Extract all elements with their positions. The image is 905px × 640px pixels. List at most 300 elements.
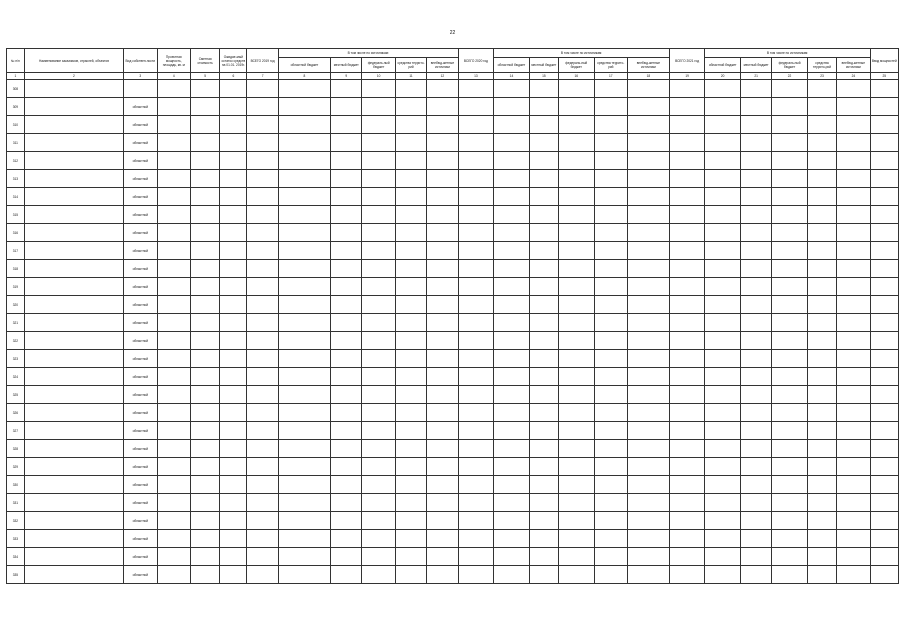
cell-tr21 [807, 188, 836, 206]
cell-f20 [558, 170, 594, 188]
cell-r19 [278, 296, 330, 314]
table-row [7, 224, 899, 242]
cell-own: областной [124, 278, 157, 296]
cell-r21 [705, 350, 741, 368]
cell-o19 [427, 566, 458, 584]
cell-r19 [278, 530, 330, 548]
cell-year [870, 278, 898, 296]
table-row [7, 386, 899, 404]
cell-f20 [558, 116, 594, 134]
cell-o19 [427, 440, 458, 458]
cell-f19 [362, 224, 395, 242]
cell-r20 [494, 134, 530, 152]
cell-f21 [772, 134, 808, 152]
cell-l21 [740, 116, 771, 134]
cell-tr21 [807, 404, 836, 422]
cell-year [870, 242, 898, 260]
cell-rem [220, 188, 247, 206]
cell-tr21 [807, 80, 836, 98]
cell-t19 [247, 422, 278, 440]
cell-o19 [427, 170, 458, 188]
cell-no: 325 [7, 386, 25, 404]
column-number: 18 [627, 73, 669, 80]
cell-t21 [669, 332, 705, 350]
cell-o20 [627, 566, 669, 584]
column-number: 2 [24, 73, 123, 80]
cell-l19 [331, 242, 362, 260]
column-number: 5 [191, 73, 220, 80]
cell-o19 [427, 494, 458, 512]
column-number: 23 [807, 73, 836, 80]
cell-o20 [627, 386, 669, 404]
cell-tr19 [395, 296, 426, 314]
cell-l19 [331, 170, 362, 188]
cell-tr20 [594, 80, 627, 98]
cell-tr20 [594, 170, 627, 188]
cell-o19 [427, 512, 458, 530]
cell-f19 [362, 530, 395, 548]
cell-o21 [837, 476, 870, 494]
header-offbudget-2019: внебюд-жетные источники [427, 58, 458, 73]
cell-f21 [772, 98, 808, 116]
cell-f20 [558, 512, 594, 530]
cell-tr20 [594, 386, 627, 404]
cell-cap [157, 386, 190, 404]
cell-no: 321 [7, 314, 25, 332]
cell-cost [191, 512, 220, 530]
cell-r19 [278, 332, 330, 350]
cell-no: 311 [7, 134, 25, 152]
cell-t20 [458, 530, 494, 548]
cell-year [870, 80, 898, 98]
cell-o21 [837, 98, 870, 116]
cell-own: областной [124, 116, 157, 134]
cell-f19 [362, 242, 395, 260]
cell-o19 [427, 368, 458, 386]
cell-no: 322 [7, 332, 25, 350]
cell-o20 [627, 170, 669, 188]
cell-l21 [740, 404, 771, 422]
cell-tr19 [395, 314, 426, 332]
cell-rem [220, 368, 247, 386]
cell-o20 [627, 512, 669, 530]
column-number: 14 [494, 73, 530, 80]
cell-t20 [458, 206, 494, 224]
cell-tr21 [807, 98, 836, 116]
cell-f19 [362, 512, 395, 530]
cell-l21 [740, 422, 771, 440]
cell-l19 [331, 530, 362, 548]
cell-r19 [278, 476, 330, 494]
cell-r21 [705, 566, 741, 584]
cell-t19 [247, 458, 278, 476]
cell-f20 [558, 566, 594, 584]
cell-r19 [278, 170, 330, 188]
cell-cost [191, 116, 220, 134]
cell-name [24, 224, 123, 242]
header-territory-2021: средства террито-рий [807, 58, 836, 73]
cell-t20 [458, 548, 494, 566]
cell-tr20 [594, 188, 627, 206]
table-row [7, 278, 899, 296]
cell-cap [157, 278, 190, 296]
cell-cap [157, 332, 190, 350]
cell-f19 [362, 80, 395, 98]
cell-cost [191, 98, 220, 116]
cell-tr21 [807, 260, 836, 278]
cell-year [870, 386, 898, 404]
cell-f21 [772, 386, 808, 404]
cell-own: областной [124, 566, 157, 584]
header-remaining: Ожидае-мый остаток средств на 01.01. 2019г. [220, 49, 247, 73]
cell-o19 [427, 242, 458, 260]
cell-tr21 [807, 386, 836, 404]
table-row [7, 530, 899, 548]
cell-f20 [558, 242, 594, 260]
cell-rem [220, 386, 247, 404]
page-number: 22 [449, 30, 456, 36]
cell-l21 [740, 224, 771, 242]
cell-f21 [772, 422, 808, 440]
cell-l19 [331, 278, 362, 296]
cell-t21 [669, 314, 705, 332]
cell-o21 [837, 134, 870, 152]
cell-tr20 [594, 440, 627, 458]
cell-tr19 [395, 188, 426, 206]
cell-tr20 [594, 512, 627, 530]
cell-r20 [494, 206, 530, 224]
cell-own: областной [124, 170, 157, 188]
column-number: 9 [331, 73, 362, 80]
cell-no: 310 [7, 116, 25, 134]
cell-f21 [772, 242, 808, 260]
cell-l19 [331, 80, 362, 98]
cell-cap [157, 80, 190, 98]
cell-f21 [772, 404, 808, 422]
header-offbudget-2021: внебюд-жетные источники [837, 58, 870, 73]
cell-tr19 [395, 368, 426, 386]
cell-o19 [427, 476, 458, 494]
cell-o21 [837, 278, 870, 296]
cell-cap [157, 98, 190, 116]
cell-own: областной [124, 476, 157, 494]
cell-f21 [772, 476, 808, 494]
cell-tr21 [807, 224, 836, 242]
header-territory-2020: средства террито-рий [594, 58, 627, 73]
cell-tr21 [807, 116, 836, 134]
cell-tr21 [807, 170, 836, 188]
cell-r20 [494, 422, 530, 440]
cell-t20 [458, 98, 494, 116]
cell-l21 [740, 314, 771, 332]
cell-rem [220, 152, 247, 170]
cell-t21 [669, 242, 705, 260]
cell-l21 [740, 206, 771, 224]
header-federal-2020: федераль-ный бюджет [558, 58, 594, 73]
cell-l21 [740, 188, 771, 206]
cell-name [24, 206, 123, 224]
table-row [7, 476, 899, 494]
cell-own: областной [124, 224, 157, 242]
cell-r21 [705, 134, 741, 152]
cell-r19 [278, 242, 330, 260]
cell-t21 [669, 386, 705, 404]
cell-o21 [837, 368, 870, 386]
cell-r20 [494, 404, 530, 422]
cell-f20 [558, 386, 594, 404]
cell-r21 [705, 260, 741, 278]
cell-f19 [362, 440, 395, 458]
header-total-2020: ВСЕГО 2020 год [458, 49, 494, 73]
cell-year [870, 170, 898, 188]
cell-own: областной [124, 314, 157, 332]
cell-name [24, 440, 123, 458]
column-number: 11 [395, 73, 426, 80]
cell-year [870, 206, 898, 224]
cell-tr19 [395, 386, 426, 404]
cell-l21 [740, 458, 771, 476]
cell-tr20 [594, 494, 627, 512]
column-number: 15 [529, 73, 558, 80]
cell-rem [220, 278, 247, 296]
cell-t19 [247, 440, 278, 458]
cell-f21 [772, 530, 808, 548]
cell-cost [191, 224, 220, 242]
cell-cost [191, 404, 220, 422]
cell-o20 [627, 530, 669, 548]
cell-r21 [705, 404, 741, 422]
cell-f19 [362, 260, 395, 278]
cell-l20 [529, 440, 558, 458]
cell-f20 [558, 98, 594, 116]
cell-r21 [705, 386, 741, 404]
cell-f19 [362, 422, 395, 440]
cell-o21 [837, 440, 870, 458]
cell-own: областной [124, 530, 157, 548]
cell-cap [157, 188, 190, 206]
cell-f20 [558, 530, 594, 548]
cell-l20 [529, 278, 558, 296]
header-regional-2020: областной бюджет [494, 58, 530, 73]
cell-r19 [278, 206, 330, 224]
cell-t20 [458, 458, 494, 476]
cell-own: областной [124, 242, 157, 260]
column-number: 19 [669, 73, 705, 80]
cell-year [870, 422, 898, 440]
cell-rem [220, 242, 247, 260]
cell-t21 [669, 98, 705, 116]
cell-l20 [529, 404, 558, 422]
cell-t21 [669, 260, 705, 278]
cell-cost [191, 386, 220, 404]
cell-l21 [740, 332, 771, 350]
cell-year [870, 476, 898, 494]
cell-cap [157, 566, 190, 584]
cell-tr20 [594, 404, 627, 422]
column-number: 21 [740, 73, 771, 80]
cell-tr20 [594, 332, 627, 350]
cell-o20 [627, 422, 669, 440]
cell-l19 [331, 296, 362, 314]
cell-f20 [558, 278, 594, 296]
cell-tr20 [594, 422, 627, 440]
cell-f20 [558, 206, 594, 224]
cell-no: 330 [7, 476, 25, 494]
cell-o21 [837, 188, 870, 206]
cell-o21 [837, 116, 870, 134]
cell-r20 [494, 548, 530, 566]
cell-tr20 [594, 296, 627, 314]
cell-f21 [772, 368, 808, 386]
cell-t19 [247, 206, 278, 224]
cell-r21 [705, 368, 741, 386]
cell-r21 [705, 80, 741, 98]
cell-f19 [362, 134, 395, 152]
cell-f20 [558, 422, 594, 440]
cell-o19 [427, 188, 458, 206]
header-ownership: Вид собствен-ности [124, 49, 157, 73]
cell-o21 [837, 350, 870, 368]
cell-l19 [331, 494, 362, 512]
cell-no: 312 [7, 152, 25, 170]
cell-l21 [740, 512, 771, 530]
cell-rem [220, 260, 247, 278]
cell-l20 [529, 422, 558, 440]
cell-t19 [247, 296, 278, 314]
cell-cap [157, 440, 190, 458]
cell-o19 [427, 224, 458, 242]
table-row [7, 188, 899, 206]
cell-o20 [627, 476, 669, 494]
cell-f21 [772, 458, 808, 476]
table-row [7, 152, 899, 170]
cell-r21 [705, 188, 741, 206]
cell-l21 [740, 80, 771, 98]
cell-f20 [558, 458, 594, 476]
cell-t21 [669, 116, 705, 134]
cell-l19 [331, 188, 362, 206]
cell-o21 [837, 458, 870, 476]
cell-f20 [558, 368, 594, 386]
cell-cost [191, 260, 220, 278]
cell-r19 [278, 404, 330, 422]
cell-tr20 [594, 242, 627, 260]
cell-r20 [494, 98, 530, 116]
cell-year [870, 116, 898, 134]
header-regional-2021: областной бюджет [705, 58, 741, 73]
cell-t20 [458, 350, 494, 368]
cell-f19 [362, 386, 395, 404]
cell-r21 [705, 530, 741, 548]
cell-r20 [494, 242, 530, 260]
cell-f21 [772, 332, 808, 350]
cell-l21 [740, 278, 771, 296]
cell-r21 [705, 512, 741, 530]
cell-l20 [529, 350, 558, 368]
cell-cost [191, 548, 220, 566]
cell-f21 [772, 296, 808, 314]
cell-o20 [627, 134, 669, 152]
cell-tr21 [807, 368, 836, 386]
header-total-2019: ВСЕГО 2019 год [247, 49, 278, 73]
cell-tr19 [395, 530, 426, 548]
header-federal-2019: федераль-ный бюджет [362, 58, 395, 73]
cell-no: 327 [7, 422, 25, 440]
cell-t21 [669, 404, 705, 422]
cell-f19 [362, 98, 395, 116]
cell-f19 [362, 332, 395, 350]
cell-tr19 [395, 278, 426, 296]
cell-r19 [278, 548, 330, 566]
cell-own: областной [124, 152, 157, 170]
cell-l20 [529, 188, 558, 206]
cell-l21 [740, 242, 771, 260]
cell-cost [191, 368, 220, 386]
cell-year [870, 530, 898, 548]
cell-year [870, 314, 898, 332]
cell-o21 [837, 548, 870, 566]
cell-cost [191, 134, 220, 152]
cell-r19 [278, 80, 330, 98]
cell-o21 [837, 80, 870, 98]
column-number: 24 [837, 73, 870, 80]
cell-r20 [494, 260, 530, 278]
cell-year [870, 332, 898, 350]
cell-own: областной [124, 494, 157, 512]
cell-cost [191, 422, 220, 440]
cell-l20 [529, 224, 558, 242]
cell-t20 [458, 152, 494, 170]
cell-no: 331 [7, 494, 25, 512]
cell-l19 [331, 332, 362, 350]
cell-f21 [772, 278, 808, 296]
column-number: 8 [278, 73, 330, 80]
cell-f21 [772, 152, 808, 170]
cell-t21 [669, 530, 705, 548]
cell-name [24, 80, 123, 98]
cell-t19 [247, 134, 278, 152]
cell-t20 [458, 440, 494, 458]
cell-r19 [278, 386, 330, 404]
cell-no: 329 [7, 458, 25, 476]
cell-r20 [494, 530, 530, 548]
column-number: 22 [772, 73, 808, 80]
cell-o21 [837, 422, 870, 440]
table-row [7, 512, 899, 530]
cell-r20 [494, 314, 530, 332]
cell-l20 [529, 476, 558, 494]
cell-l20 [529, 152, 558, 170]
cell-tr21 [807, 512, 836, 530]
cell-year [870, 296, 898, 314]
cell-o20 [627, 98, 669, 116]
cell-t19 [247, 224, 278, 242]
cell-o20 [627, 548, 669, 566]
cell-o19 [427, 296, 458, 314]
cell-r20 [494, 440, 530, 458]
cell-f20 [558, 350, 594, 368]
cell-f19 [362, 278, 395, 296]
cell-no: 335 [7, 566, 25, 584]
cell-name [24, 116, 123, 134]
cell-r19 [278, 116, 330, 134]
cell-year [870, 98, 898, 116]
cell-r19 [278, 152, 330, 170]
cell-cost [191, 458, 220, 476]
cell-f19 [362, 116, 395, 134]
cell-own: областной [124, 206, 157, 224]
cell-o20 [627, 494, 669, 512]
